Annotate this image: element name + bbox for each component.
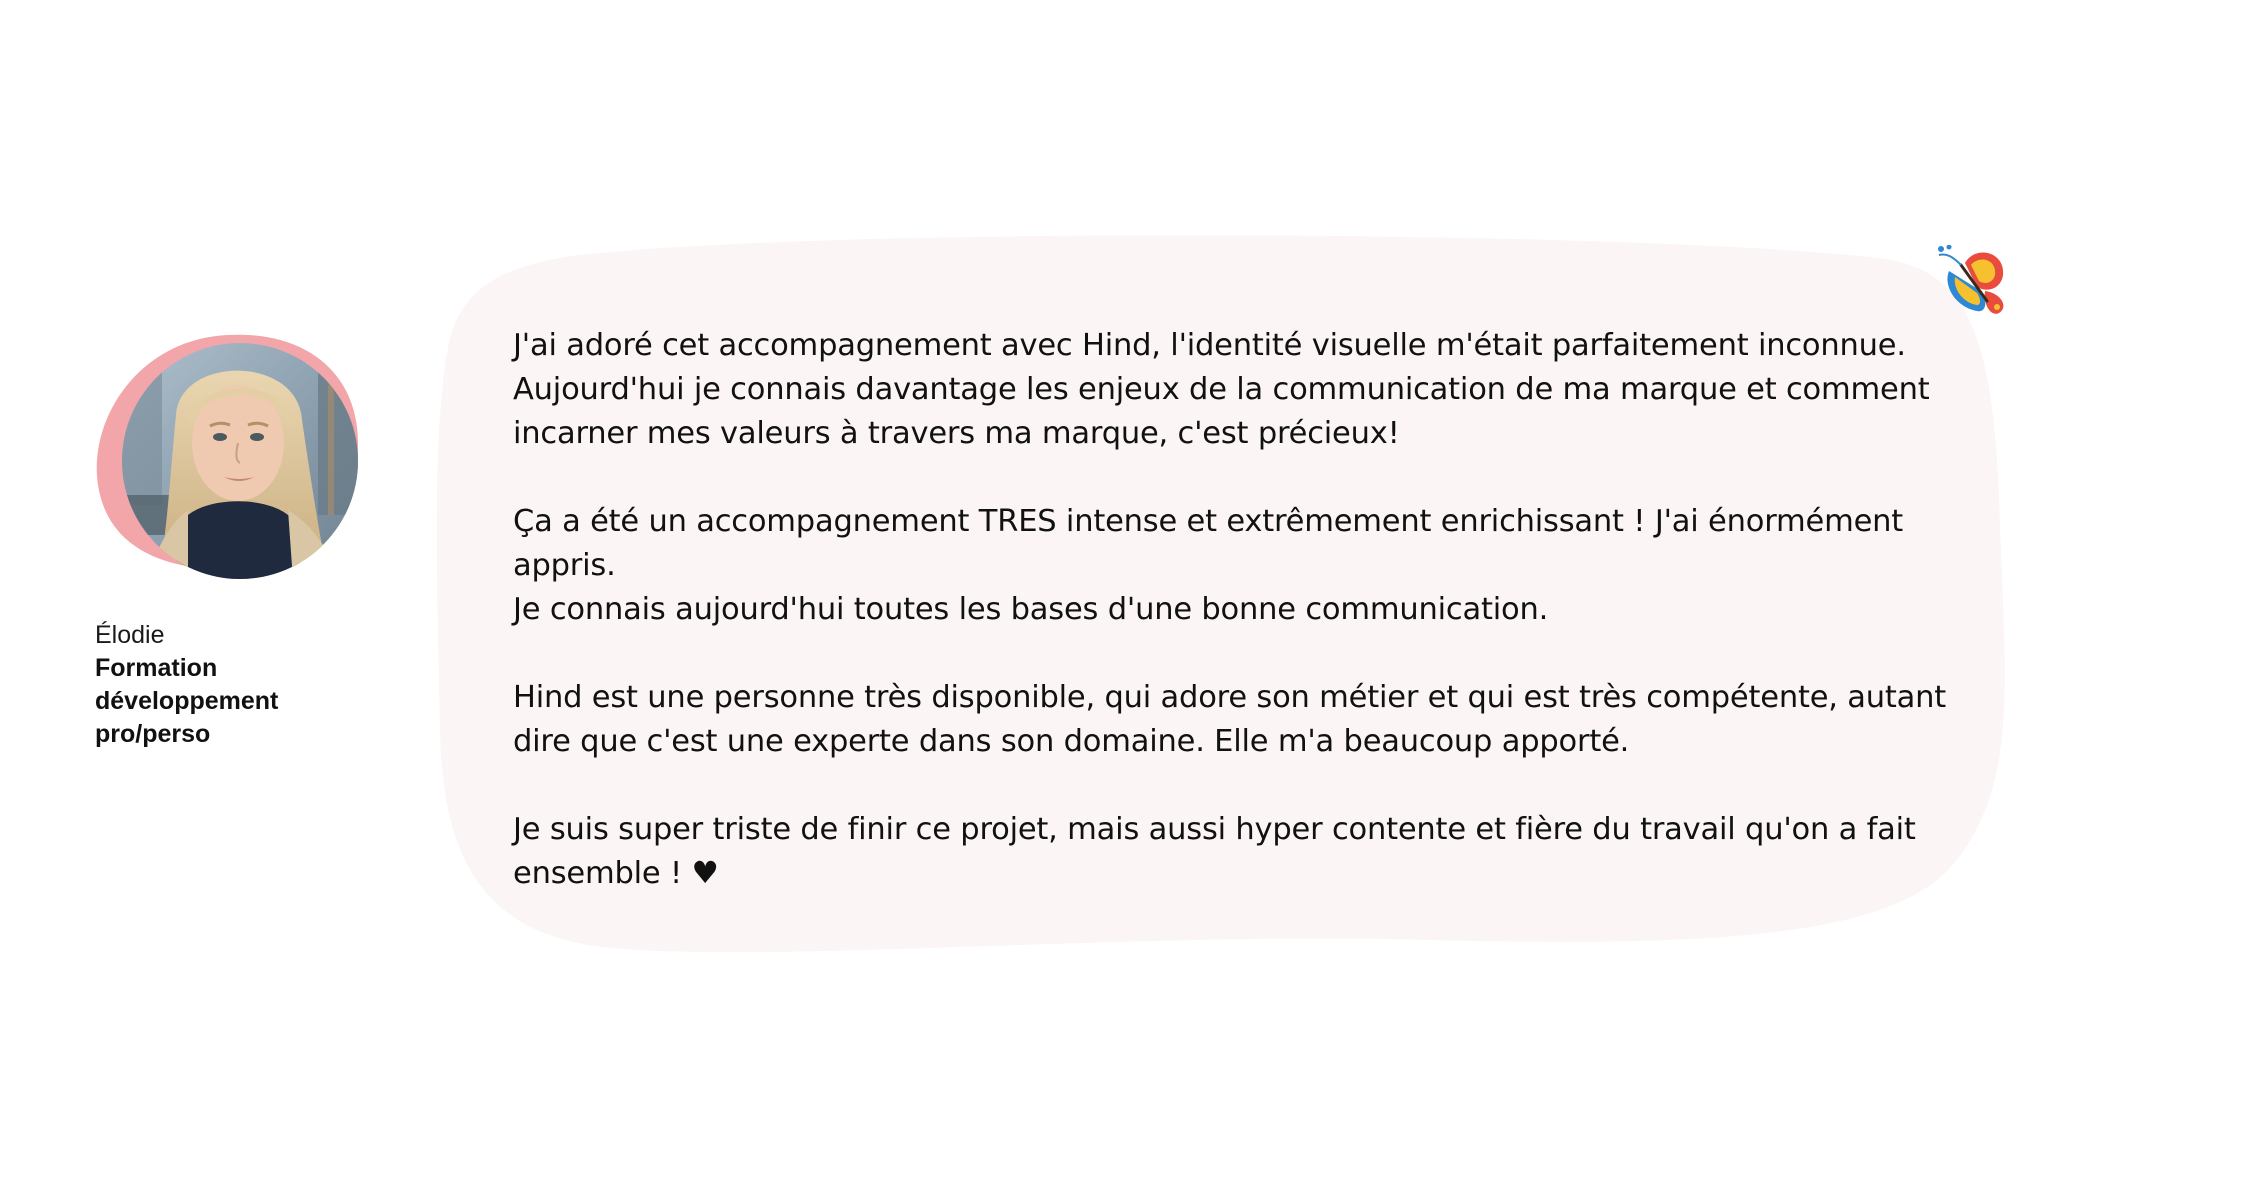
portrait-photo [88, 325, 368, 580]
butterfly-icon [1935, 245, 2011, 317]
testimonial-paragraph: Je suis super triste de finir ce projet, mais aussi hyper contente et fière du travail qu'on a fait ensemble ! ♥ [513, 812, 1916, 891]
author-role-line: pro/perso [95, 720, 211, 748]
testimonial-paragraph: Hind est une personne très disponible, qui adore son métier et qui est très compétente, autant dire que c'est une experte dans son domaine. Elle m'a beaucoup apporté. [513, 680, 1947, 759]
testimonial-paragraph: J'ai adoré cet accompagnement avec Hind, l'identité visuelle m'était parfaitement inconnue. Aujourd'hui je connais davantage les enjeux de la communication de ma marque et comment incarner mes valeurs à travers ma marque, c'est précieux! [513, 328, 1930, 451]
testimonial-paragraph: Ça a été un accompagnement TRES intense et extrêmement enrichissant ! J'ai énormément appris. Je connais aujourd'hui toutes les bases d'une bonne communication. [513, 504, 1904, 627]
testimonial-text [513, 324, 2013, 940]
author-block [88, 325, 388, 751]
author-role [88, 652, 355, 751]
author-role-line: développement [95, 687, 279, 715]
author-name: Élodie [95, 621, 165, 649]
avatar [88, 325, 368, 580]
testimonial-card [430, 228, 2020, 968]
author-role-line: Formation [95, 654, 218, 682]
